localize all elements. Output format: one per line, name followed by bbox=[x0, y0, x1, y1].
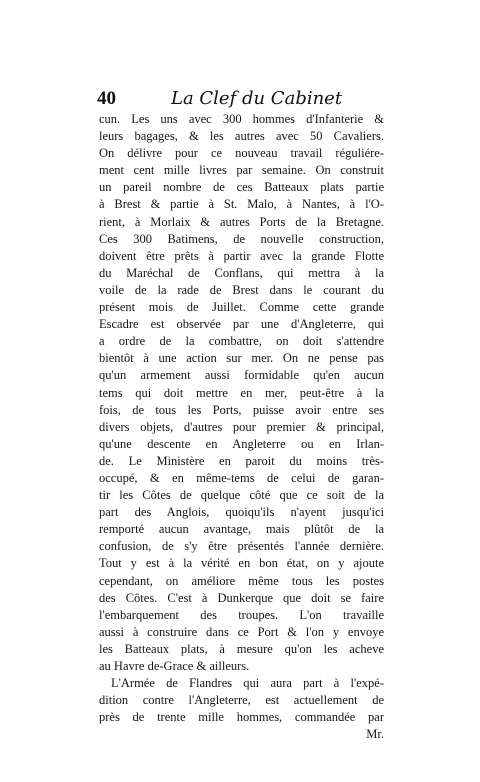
text-line: leurs bagages, & les autres avec 50 Cavaliers. bbox=[99, 129, 384, 144]
text-line: voile de la rade de Brest dans le courant du bbox=[99, 282, 384, 297]
text-line: cun. Les uns avec 300 hommes d'Infanterie & bbox=[99, 112, 384, 126]
text-line: les Batteaux plats, à mesure qu'on les acheve bbox=[99, 641, 384, 656]
text-line: doivent être prêts à partir avec la grande Flotte bbox=[99, 248, 384, 263]
text-line: Ces 300 Batimens, de nouvelle construction, bbox=[99, 231, 384, 246]
text-line: aussi à construire dans ce Port & l'on y envoye bbox=[99, 624, 384, 639]
text-line: Tout y est à la vérité en bon état, on y ajoute bbox=[99, 556, 384, 571]
text-line: cependant, on améliore même tous les postes bbox=[99, 573, 384, 588]
text-line: des Côtes. C'est à Dunkerque que doit se faire bbox=[99, 590, 384, 605]
body-text bbox=[99, 111, 384, 743]
text-line: rient, à Morlaix & autres Ports de la Bretagne. bbox=[99, 214, 384, 229]
text-line: ment cent mille livres par semaine. On construit bbox=[99, 163, 384, 178]
text-line: tems qui doit mettre en mer, peut-être à la bbox=[99, 385, 384, 400]
text-line: l'embarquement des troupes. L'on travaille bbox=[99, 607, 384, 622]
page-number: 40 bbox=[97, 88, 116, 109]
text-line: à Brest & partie à St. Malo, à Nantes, à l'O- bbox=[99, 197, 384, 212]
text-line: fois, de tous les Ports, puisse avoir entre ses bbox=[99, 402, 384, 417]
text-line: remporté aucun avantage, mais plûtôt de la bbox=[99, 522, 384, 537]
text-line: de. Le Ministère en paroit du moins très- bbox=[99, 453, 384, 468]
text-line: occupé, & en même-tems de celui de garan- bbox=[99, 470, 384, 485]
text-line: dition contre l'Angleterre, est actuellement de bbox=[99, 693, 384, 708]
text-line: qu'une descente en Angleterre ou en Irlan- bbox=[99, 436, 384, 451]
text-line: divers objets, d'autres pour premier & principal, bbox=[99, 419, 384, 434]
text-line: Escadre est observée par une d'Angleterre, qui bbox=[99, 317, 384, 332]
text-line: du Maréchal de Conflans, qui mettra à la bbox=[99, 265, 384, 280]
text-line: près de trente mille hommes, commandée par bbox=[99, 710, 384, 725]
text-line: qu'un armement aussi formidable qu'en aucun bbox=[99, 368, 384, 383]
text-line: bientôt à une action sur mer. On ne pense pas bbox=[99, 351, 384, 366]
text-line: confusion, de s'y être présentés l'année dernière. bbox=[99, 539, 384, 554]
text-line: a ordre de la combattre, on doit s'attendre bbox=[99, 334, 384, 349]
text-line: part des Anglois, quoiqu'ils n'ayent jusqu'ici bbox=[99, 505, 384, 520]
text-line: On délivre pour ce nouveau travail réguliére- bbox=[99, 146, 384, 161]
running-title: La Clef du Cabinet bbox=[171, 88, 343, 109]
page-header bbox=[97, 88, 387, 110]
text-line: tir les Côtes de quelque côté que ce soit de la bbox=[99, 488, 384, 503]
paragraph-first-line: L'Armée de Flandres qui aura part à l'expé- bbox=[111, 676, 384, 691]
text-line: au Havre de-Grace & ailleurs. bbox=[99, 659, 250, 673]
catchword: Mr. bbox=[366, 727, 384, 742]
text-line: présent mois de Juillet. Comme cette grande bbox=[99, 300, 384, 315]
text-line: un pareil nombre de ces Batteaux plats partie bbox=[99, 180, 384, 195]
